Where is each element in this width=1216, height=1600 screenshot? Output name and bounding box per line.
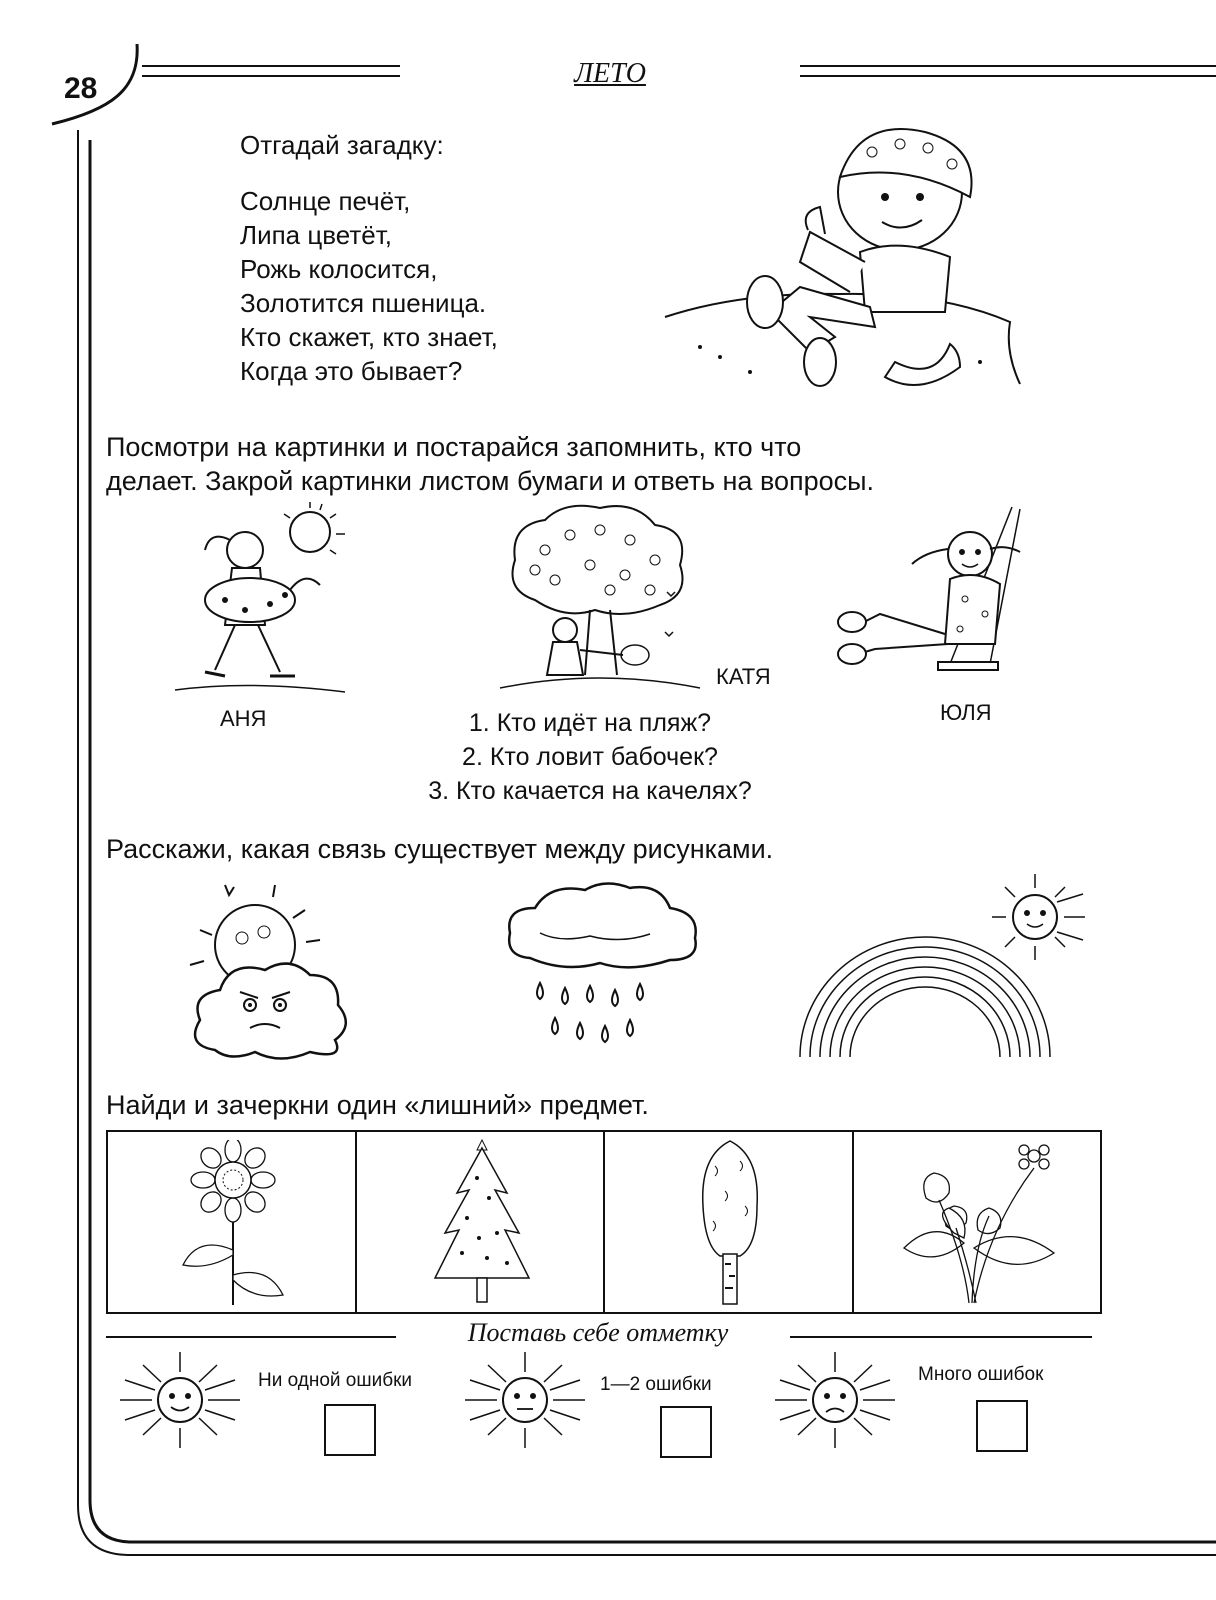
instruction-line: Посмотри на картинки и постарайся запомнить, кто что <box>106 432 802 462</box>
grade-divider-right <box>790 1336 1092 1338</box>
odd-one-task-instruction: Найди и зачеркни один «лишний» предмет. <box>106 1090 649 1120</box>
strawberry-plant-icon <box>894 1138 1064 1306</box>
chapter-title: ЛЕТО <box>574 58 646 89</box>
grade-label-many-errors: Много ошибок <box>918 1364 1044 1385</box>
grade-checkbox-1-2-errors[interactable] <box>660 1406 712 1458</box>
riddle-line: Рожь колосится, <box>240 254 438 284</box>
smiling-sun-icon <box>115 1350 245 1450</box>
odd-one-cell-sunflower[interactable] <box>108 1132 357 1312</box>
birch-tree-icon <box>695 1136 765 1308</box>
spruce-tree-icon <box>427 1138 537 1306</box>
girl-with-swim-ring-illustration <box>170 500 360 695</box>
riddle-intro: Отгадай загадку: <box>240 130 444 160</box>
rain-cloud-illustration <box>500 878 710 1063</box>
grade-checkbox-no-errors[interactable] <box>324 1404 376 1456</box>
name-label-katya: КАТЯ <box>716 664 771 689</box>
riddle-line: Липа цветёт, <box>240 220 392 250</box>
sunflower-icon <box>178 1140 288 1305</box>
riddle-line: Солнце печёт, <box>240 186 411 216</box>
memory-questions <box>360 706 820 808</box>
odd-one-table <box>106 1130 1102 1314</box>
name-label-yulya: ЮЛЯ <box>940 700 992 725</box>
self-grade-title: Поставь себе отметку <box>467 1318 729 1347</box>
connection-task-instruction: Расскажи, какая связь существует между рисунками. <box>106 834 774 864</box>
odd-one-cell-birch[interactable] <box>605 1132 854 1312</box>
riddle-line: Кто скажет, кто знает, <box>240 322 498 352</box>
riddle-line: Когда это бывает? <box>240 356 463 386</box>
grade-checkbox-many-errors[interactable] <box>976 1400 1028 1452</box>
sad-sun-icon <box>770 1350 900 1450</box>
grade-label-1-2-errors: 1—2 ошибки <box>600 1374 712 1395</box>
rainbow-with-sun-illustration <box>795 872 1095 1062</box>
girl-on-swing-illustration <box>830 504 1030 689</box>
page-number: 28 <box>64 72 98 105</box>
question-item: 2. Кто ловит бабочек? <box>462 743 718 771</box>
odd-one-cell-spruce[interactable] <box>357 1132 606 1312</box>
grade-divider-left <box>106 1336 396 1338</box>
girl-catching-butterflies-under-tree-illustration <box>495 500 705 690</box>
riddle-text <box>240 184 498 388</box>
boy-eating-banana-illustration <box>660 122 1030 402</box>
name-label-anya: АНЯ <box>220 706 267 731</box>
grade-label-no-errors: Ни одной ошибки <box>258 1370 413 1391</box>
question-item: 3. Кто качается на качелях? <box>428 777 752 805</box>
sun-behind-cloud-illustration <box>180 880 360 1065</box>
memory-task-instruction <box>106 430 874 498</box>
instruction-line: делает. Закрой картинки листом бумаги и ответь на вопросы. <box>106 466 875 496</box>
question-item: 1. Кто идёт на пляж? <box>468 709 712 737</box>
neutral-sun-icon <box>460 1350 590 1450</box>
riddle-line: Золотится пшеница. <box>240 288 487 318</box>
odd-one-cell-strawberry[interactable] <box>854 1132 1101 1312</box>
